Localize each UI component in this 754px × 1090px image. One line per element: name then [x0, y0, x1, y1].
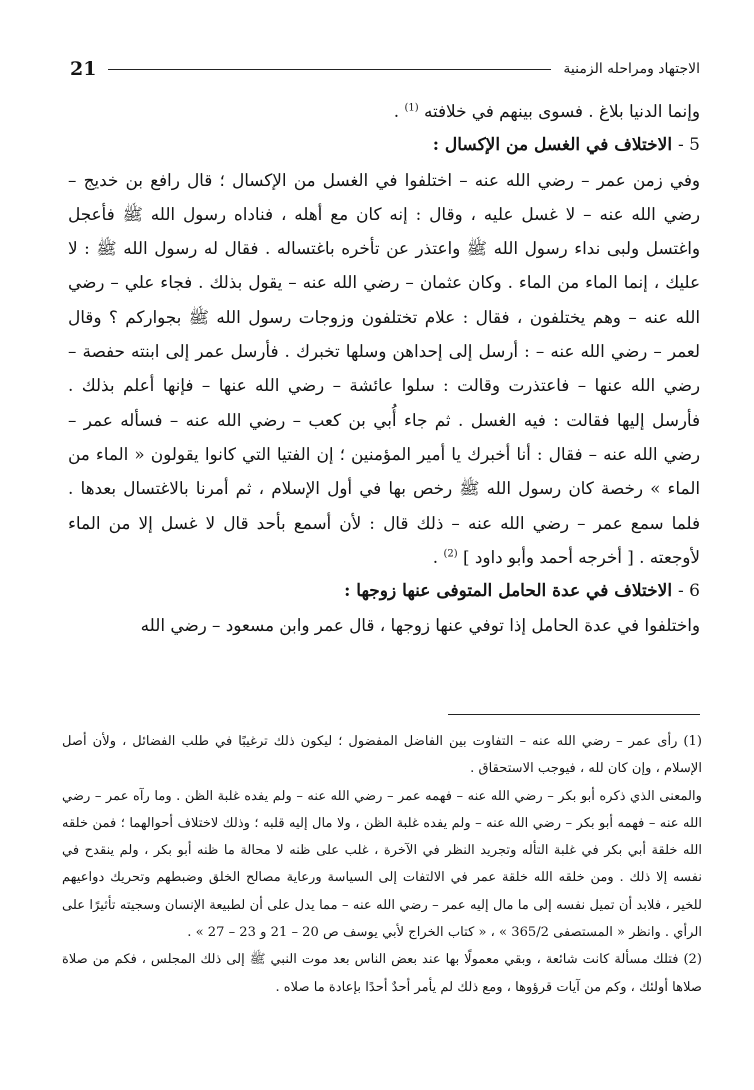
- section-end-5: .: [432, 546, 444, 567]
- page-number: 21: [70, 58, 97, 80]
- section-number-6: 6 -: [678, 581, 700, 602]
- footnote-1-part-2: والمعنى الذي ذكره أبو بكر – رضي الله عنه – فهمه عمر – رضي الله عنه – ولم يفده غلبة الظن . وما رآه عمر – رضي الله عنه – فهمه أبو بكر – رضي الله عنه – ولم يفده غلبة الظن ، ولا مال إليه قلبه ؛ وذلك لاختلاف أحوالهما ؛ فمن خلقه الله خلقة أبي بكر في غلبة التأله وتجريد النظر في الآخرة ، غلب على ظنه لا محالة ما ظنه أبو بكر ، ولم ينقدح في نفسه إلا ذلك . ومن خلقه الله خلقة عمر في الالتفات إلى السياسة ورعاية مصالح الخلق وضبطهم وتحريك دواعيهم للخير ، فلابد أن تميل نفسه إلى ما مال إليه عمر – رضي الله عنه – مما يدل على أن لطبيعة الإنسان وسجيته تأثيرًا على الرأي . وانظر « المستصفى 365/2 » ، « كتاب الخراج لأبي يوسف ص 20 – 21 و 23 – 27 » .: [62, 788, 703, 941]
- section-paragraph-5: [68, 163, 700, 575]
- section-number-5: 5 -: [678, 135, 700, 156]
- intro-paragraph: [68, 94, 700, 128]
- footnote-marker-2: (2): [443, 548, 458, 560]
- footnotes: [62, 728, 702, 1001]
- running-title: الاجتهاد ومراحله الزمنية: [563, 61, 700, 77]
- section-paragraph-6: [68, 608, 700, 642]
- intro-text: وإنما الدنيا بلاغ . فسوى بينهم في خلافته: [423, 101, 700, 121]
- page-header: [70, 54, 700, 84]
- main-text: [68, 94, 700, 643]
- section-text-5: وفي زمن عمر – رضي الله عنه – اختلفوا في الغسل من الإكسال ؛ قال رافع بن خديج – رضي الله عنه – لا غسل عليه ، وقال : إنه كان مع أهله ، فناداه رسول الله ﷺ فأعجل واغتسل ولبى نداء رسول الله ﷺ واعتذر عن تأخره باغتساله . فقال له رسول الله ﷺ : لا عليك ، إنما الماء من الماء . وكان عثمان – رضي الله عنه – يقول بذلك . فجاء علي – رضي الله عنه – وهم يختلفون ، فقال : علام تختلفون وزوجات رسول الله ﷺ بجواركم ؟ وقال لعمر – رضي الله عنه – : أرسل إلى إحداهن وسلها تخبرك . فأرسل عمر إلى ابنته حفصة – رضي الله عنها – فاعتذرت وقالت : سلوا عائشة – رضي الله عنها – فإنها أعلم بذلك . فأرسل إليها فقالت : فيه الغسل . ثم جاء أُبي بن كعب – رضي الله عنه – فسأله عمر – رضي الله عنه – فقال : أنا أخبرك يا أمير المؤمنين ؛ إن الفتيا التي كانوا يقولون « الماء من الماء » رخصة كان رسول الله ﷺ رخص بها في أول الإسلام ، ثم أمرنا بالاغتسال بعدها . فلما سمع عمر – رضي الله عنه – ذلك قال : لأن أسمع بأحد قال لا غسل إلا من الماء لأوجعته . [ أخرجه أحمد وأبو داود ]: [68, 169, 700, 567]
- footnote-divider: [448, 714, 700, 715]
- footnote-marker-1: (1): [404, 102, 419, 114]
- footnote-1-part-1: (1) رأى عمر – رضي الله عنه – التفاوت بين الفاضل المفضول ؛ ليكون ذلك ترغيبًا في طلب الفضائل ، ولأن أصل الإسلام ، وإن كان لله ، فيوجب الاستحقاق .: [62, 734, 702, 777]
- section-text-6: واختلفوا في عدة الحامل إذا توفي عنها زوجها ، قال عمر وابن مسعود – رضي الله: [140, 615, 700, 636]
- section-heading-5: [68, 128, 700, 162]
- section-title-5: الاختلاف في الغسل من الإكسال :: [432, 135, 673, 156]
- section-heading-6: [68, 574, 700, 608]
- header-rule: [108, 69, 551, 70]
- intro-end: .: [393, 101, 405, 121]
- footnote-2: (2) فتلك مسألة كانت شائعة ، وبقي معمولًا بها عند بعض الناس بعد موت النبي ﷺ إلى ذلك المجلس ، فكم من صلاة صلاها أولئك ، وكم من آيات قرؤوها ، ومع ذلك لم يأمر أحدٌ أحدًا بإعادة ما صلاه .: [62, 952, 702, 995]
- section-title-6: الاختلاف في عدة الحامل المتوفى عنها زوجها :: [344, 581, 673, 602]
